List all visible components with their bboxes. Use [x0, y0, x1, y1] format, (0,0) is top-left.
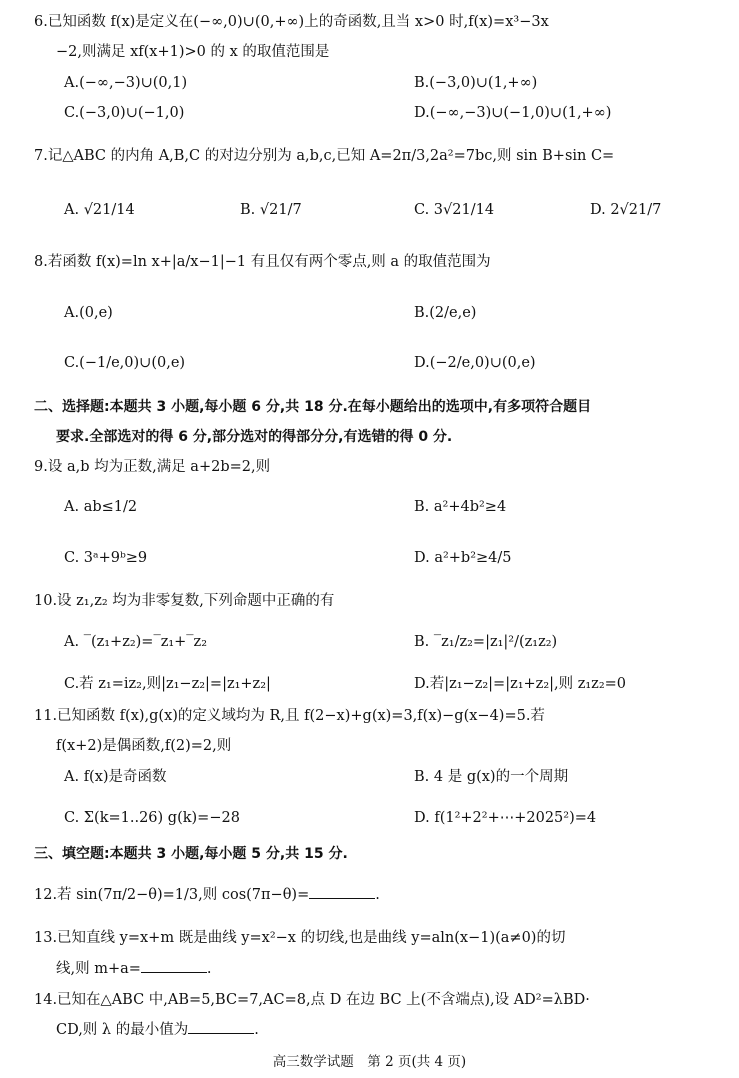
q6-stem-line2: −2,则满足 xf(x+1)>0 的 x 的取值范围是	[56, 44, 330, 60]
q11-stem-line1: 11.已知函数 f(x),g(x)的定义域均为 R,且 f(2−x)+g(x)=3,f(x)−g(x−4)=5.若	[34, 708, 545, 724]
section3-heading: 三、填空题:本题共 3 小题,每小题 5 分,共 15 分.	[34, 846, 348, 862]
q11-option-d: D. f(1²+2²+⋯+2025²)=4	[414, 810, 597, 826]
q6-option-d: D.(−∞,−3)∪(−1,0)∪(1,+∞)	[414, 105, 612, 121]
q7-option-d: D. 2√21/7	[590, 202, 662, 218]
section2-instructions: 要求.全部选对的得 6 分,部分选对的得部分分,有选错的得 0 分.	[56, 429, 453, 445]
q13-stem-line2: 线,则 m+a=	[56, 961, 141, 977]
q13-line2: 线,则 m+a= .	[56, 958, 719, 979]
q11-option-b: B. 4 是 g(x)的一个周期	[414, 769, 569, 785]
q9-option-d: D. a²+b²≥4/5	[414, 550, 512, 566]
q10-option-c: C.若 z₁=iz₂,则|z₁−z₂|=|z₁+z₂|	[64, 676, 271, 692]
q10-stem: 10.设 z₁,z₂ 均为非零复数,下列命题中正确的有	[34, 593, 335, 609]
q12-stem: 12.若 sin(7π/2−θ)=1/3,则 cos(7π−θ)=	[34, 887, 310, 903]
page-footer: 高三数学试题 第 2 页(共 4 页)	[272, 1054, 467, 1070]
q6-stem-line1: 6.已知函数 f(x)是定义在(−∞,0)∪(0,+∞)上的奇函数,且当 x>0 时,f(x)=x³−3x	[34, 14, 549, 30]
q8-stem: 8.若函数 f(x)=ln x+|a/x−1|−1 有且仅有两个零点,则 a 的取值范围为	[34, 254, 491, 270]
q6-option-c: C.(−3,0)∪(−1,0)	[64, 105, 185, 121]
q7-option-c: C. 3√21/14	[414, 202, 495, 218]
q10-option-b: B. ‾z₁/z₂=|z₁|²/(z₁z₂)	[414, 634, 558, 650]
q9-stem: 9.设 a,b 均为正数,满足 a+2b=2,则	[34, 459, 271, 475]
q14-stem-line1: 14.已知在△ABC 中,AB=5,BC=7,AC=8,点 D 在边 BC 上(不含端点),设 AD²=λBD·	[34, 992, 590, 1008]
q13-answer-blank[interactable]	[141, 958, 207, 973]
q14-answer-blank[interactable]	[188, 1019, 254, 1034]
q7-option-b: B. √21/7	[240, 202, 302, 218]
q9-option-a: A. ab≤1/2	[64, 499, 138, 515]
q14-line2: CD,则 λ 的最小值为 .	[56, 1019, 719, 1040]
q12-line: 12.若 sin(7π/2−θ)=1/3,则 cos(7π−θ)= .	[34, 884, 719, 905]
q12-answer-blank[interactable]	[309, 884, 375, 899]
q8-option-d: D.(−2/e,0)∪(0,e)	[414, 355, 536, 371]
q8-option-b: B.(2/e,e)	[414, 305, 477, 321]
q7-option-a: A. √21/14	[64, 202, 135, 218]
q9-option-b: B. a²+4b²≥4	[414, 499, 507, 515]
q14-stem-line2: CD,则 λ 的最小值为	[56, 1022, 189, 1038]
q11-option-c: C. Σ(k=1..26) g(k)=−28	[64, 810, 240, 826]
q8-option-a: A.(0,e)	[64, 305, 113, 321]
q10-option-d: D.若|z₁−z₂|=|z₁+z₂|,则 z₁z₂=0	[414, 676, 627, 692]
q10-option-a: A. ‾(z₁+z₂)=‾z₁+‾z₂	[64, 634, 208, 650]
q9-option-c: C. 3ᵃ+9ᵇ≥9	[64, 550, 148, 566]
q11-option-a: A. f(x)是奇函数	[64, 769, 167, 785]
section2-heading: 二、选择题:本题共 3 小题,每小题 6 分,共 18 分.在每小题给出的选项中,有多项符合题目	[34, 399, 592, 415]
q11-stem-line2: f(x+2)是偶函数,f(2)=2,则	[56, 738, 232, 754]
q7-stem: 7.记△ABC 的内角 A,B,C 的对边分别为 a,b,c,已知 A=2π/3,2a²=7bc,则 sin B+sin C=	[34, 148, 615, 164]
q8-option-c: C.(−1/e,0)∪(0,e)	[64, 355, 186, 371]
q6-option-a: A.(−∞,−3)∪(0,1)	[64, 75, 188, 91]
q6-option-b: B.(−3,0)∪(1,+∞)	[414, 75, 538, 91]
q13-stem-line1: 13.已知直线 y=x+m 既是曲线 y=x²−x 的切线,也是曲线 y=aln(x−1)(a≠0)的切	[34, 930, 566, 946]
